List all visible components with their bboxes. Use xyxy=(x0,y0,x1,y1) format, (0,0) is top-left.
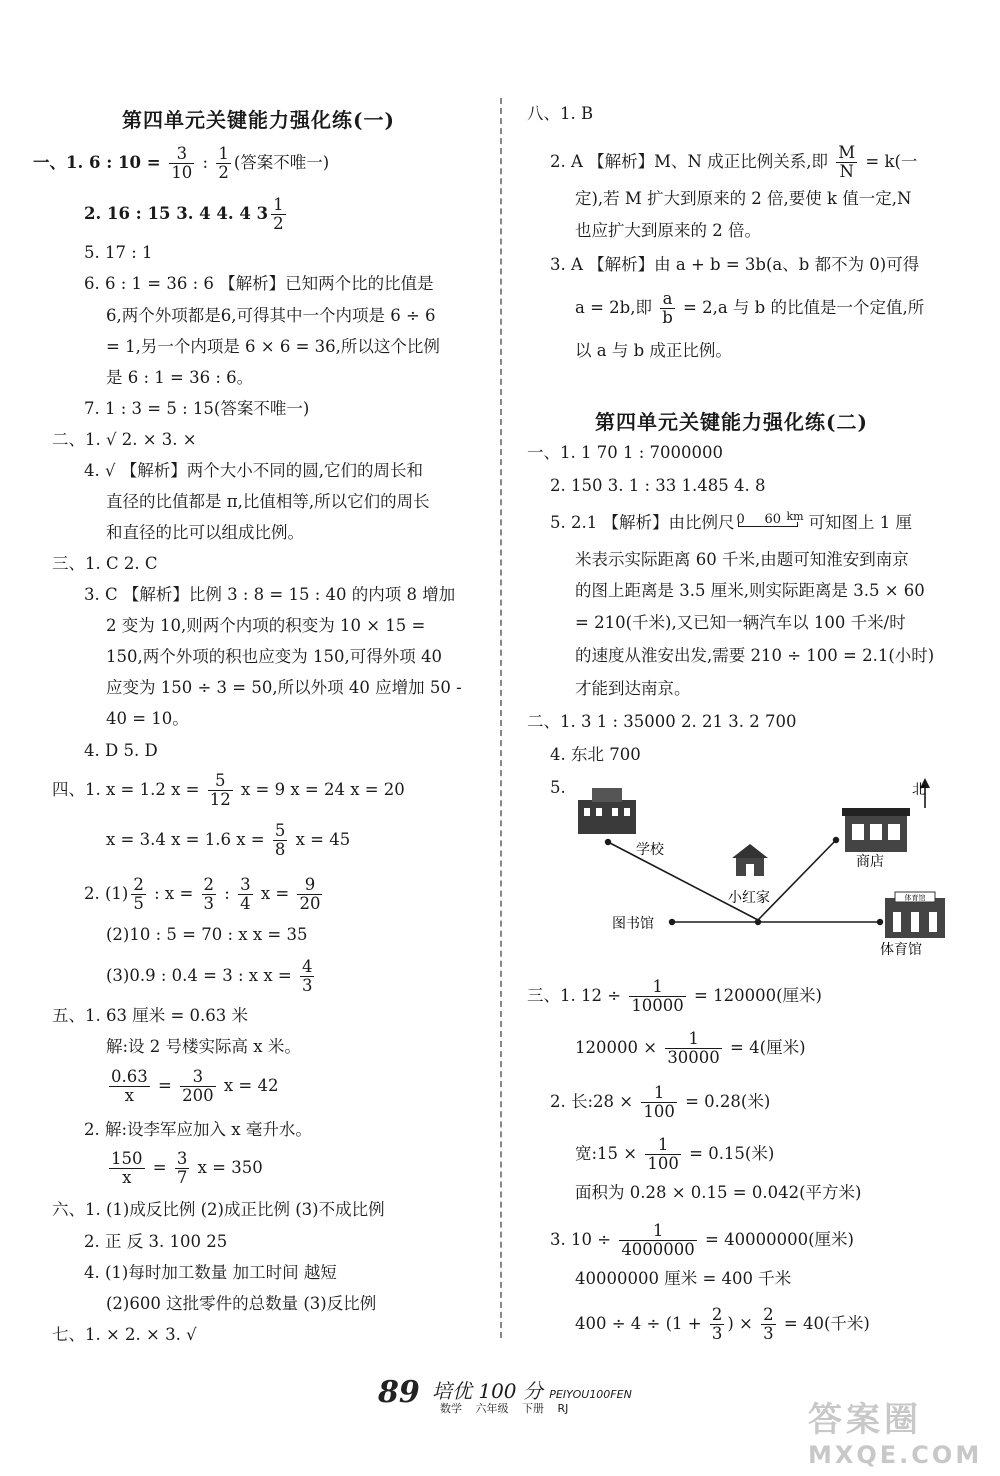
gym-point xyxy=(877,919,883,925)
shop-label: 商店 xyxy=(856,854,884,870)
answer-line: 一、1. 6 : 10 = $\frac{3}{10}$ : $\frac{1}{2}$ (答案不唯一) xyxy=(33,144,330,182)
library-label: 图书馆 xyxy=(612,916,654,932)
home-point xyxy=(755,919,761,925)
answer-line: 2 变为 10,则两个内项的积变为 10 × 15 = xyxy=(106,616,426,635)
answer-line: 7. 1 : 3 = 5 : 15(答案不唯一) xyxy=(84,399,310,418)
answer-line: 3. C 【解析】比例 3 : 8 = 15 : 40 的内项 8 增加 xyxy=(84,585,456,604)
answer-line: 四、1. x = 1.2 x = $\frac{5}{12}$ x = 9 x = 24 x = 20 xyxy=(52,771,405,809)
answer-line: 40000000 厘米 = 400 千米 xyxy=(575,1269,792,1288)
gym-sign-text: 体育馆 xyxy=(904,894,926,902)
answer-line: 才能到达南京。 xyxy=(575,679,691,698)
section-heading-1: 第四单元关键能力强化练(一) xyxy=(122,108,395,132)
answer-line: 2. 长:28 × $\frac{1}{100}$ = 0.28(米) xyxy=(550,1083,771,1121)
answer-line: 5. 2.1 【解析】由比例尺 0 60 km 可知图上 1 厘 xyxy=(550,512,912,535)
answer-line: x = 3.4 x = 1.6 x = $\frac{5}{8}$ x = 45 xyxy=(106,821,351,859)
book-subtitle: 数学 六年级 下册 RJ xyxy=(440,1402,569,1415)
answer-line: 六、1. (1)成反比例 (2)成正比例 (3)不成比例 xyxy=(52,1200,385,1219)
answer-line: 二、1. √ 2. × 3. × xyxy=(52,430,197,449)
answer-line: 和直径的比可以组成比例。 xyxy=(106,523,304,542)
school-label: 学校 xyxy=(636,842,664,858)
answer-line: 也应扩大到原来的 2 倍。 xyxy=(575,221,761,240)
answer-line: 定),若 M 扩大到原来的 2 倍,要使 k 值一定,N xyxy=(575,189,912,208)
answer-line: 6. 6 : 1 = 36 : 6 【解析】已知两个比的比值是 xyxy=(84,274,434,293)
home-label: 小红家 xyxy=(728,890,770,906)
gym-label: 体育馆 xyxy=(880,942,922,958)
answer-line: 以 a 与 b 成正比例。 xyxy=(575,341,732,360)
gym-building-icon xyxy=(885,892,945,938)
answer-line: 五、1. 63 厘米 = 0.63 米 xyxy=(52,1006,249,1025)
answer-line: $\frac{0.63}{x}$ = $\frac{3}{200}$ x = 42 xyxy=(111,1067,279,1105)
answer-line: 宽:15 × $\frac{1}{100}$ = 0.15(米) xyxy=(575,1135,775,1173)
answer-line: 八、1. B xyxy=(527,104,594,123)
answer-line: 6,两个外项都是6,可得其中一个内项是 6 ÷ 6 xyxy=(106,306,436,325)
answer-line: a = 2b,即 $\frac{a}{b}$ = 2,a 与 b 的比值是一个定值,所 xyxy=(575,289,925,327)
answer-line: 2. 150 3. 1 : 33 1.485 4. 8 xyxy=(550,476,766,495)
north-label: 北 xyxy=(912,782,926,798)
answer-line: 4. D 5. D xyxy=(84,741,158,760)
answer-line: 120000 × $\frac{1}{30000}$ = 4(厘米) xyxy=(575,1029,806,1067)
answer-line: = 1,另一个内项是 6 × 6 = 36,所以这个比例 xyxy=(106,337,440,356)
answer-line: (3)0.9 : 0.4 = 3 : x x = $\frac{4}{3}$ xyxy=(106,957,313,995)
route-school xyxy=(608,842,758,920)
section-heading-2: 第四单元关键能力强化练(二) xyxy=(595,410,868,434)
answer-line: 3. A 【解析】由 a + b = 3b(a、b 都不为 0)可得 xyxy=(550,255,920,274)
answer-line: 是 6 : 1 = 36 : 6。 xyxy=(106,368,254,387)
direction-map xyxy=(560,770,980,970)
answer-line: 三、1. C 2. C xyxy=(52,554,158,573)
answer-line: 二、1. 3 1 : 35000 2. 21 3. 2 700 xyxy=(527,712,797,731)
library-point xyxy=(669,919,675,925)
answer-line: 一、1. 1 70 1 : 7000000 xyxy=(527,443,724,462)
answer-line: 5. xyxy=(550,778,566,797)
answer-line: 40 = 10。 xyxy=(106,709,189,728)
answer-line: 米表示实际距离 60 千米,由题可知淮安到南京 xyxy=(575,550,909,569)
answer-line: 4. 东北 700 xyxy=(550,745,641,764)
brand-name: 培优 100 分 PEIYOU100FEN xyxy=(432,1379,632,1403)
school-point xyxy=(605,839,611,845)
answer-line: 400 ÷ 4 ÷ (1 + $\frac{2}{3}$ ) × $\frac{2}{3}$ = 40(千米) xyxy=(575,1305,870,1343)
answer-line: 2. A 【解析】M、N 成正比例关系,即 $\frac{M}{N}$ = k(一 xyxy=(550,143,918,181)
answer-line: 2. 解:设李军应加入 x 毫升水。 xyxy=(84,1120,312,1139)
answer-line: 三、1. 12 ÷ $\frac{1}{10000}$ = 120000(厘米) xyxy=(527,977,822,1015)
home-building-icon xyxy=(732,844,768,876)
answer-line: 4. √ 【解析】两个大小不同的圆,它们的周长和 xyxy=(84,461,423,480)
answer-line: = 210(千米),又已知一辆汽车以 100 千米/时 xyxy=(575,613,906,632)
school-building-icon xyxy=(578,788,636,834)
answer-line: 5. 17 : 1 xyxy=(84,243,153,262)
watermark: 答案圈 MXQE.COM xyxy=(808,1400,983,1469)
answer-line: 直径的比值都是 π,比值相等,所以它们的周长 xyxy=(106,492,430,511)
route-shop xyxy=(758,840,836,920)
answer-line: $\frac{150}{x}$ = $\frac{3}{7}$ x = 350 xyxy=(111,1149,263,1187)
column-divider xyxy=(500,98,502,1338)
shop-building-icon xyxy=(842,808,910,852)
answer-line: 3. 10 ÷ $\frac{1}{4000000}$ = 40000000(厘米) xyxy=(550,1221,854,1259)
answer-line: 解:设 2 号楼实际高 x 米。 xyxy=(106,1037,301,1056)
answer-line: 应变为 150 ÷ 3 = 50,所以外项 40 应增加 50 - xyxy=(106,678,462,697)
answer-line: 4. (1)每时加工数量 加工时间 越短 xyxy=(84,1263,337,1282)
answer-line: 2. 16 : 15 3. 4 4. 4 3 $\frac{1}{2}$ xyxy=(84,195,284,233)
answer-line: 150,两个外项的积也应变为 150,可得外项 40 xyxy=(106,647,442,666)
answer-line: (2)600 这批零件的总数量 (3)反比例 xyxy=(106,1294,377,1313)
answer-line: 2. 正 反 3. 100 25 xyxy=(84,1232,228,1251)
answer-line: 的速度从淮安出发,需要 210 ÷ 100 = 2.1(小时) xyxy=(575,646,935,665)
answer-line: 2. (1) $\frac{2}{5}$ : x = $\frac{2}{3}$ : $\frac{3}{4}$ x = $\frac{9}{20}$ xyxy=(84,875,321,913)
answer-line: 七、1. × 2. × 3. √ xyxy=(52,1325,197,1344)
shop-point xyxy=(833,837,839,843)
answer-line: (2)10 : 5 = 70 : x x = 35 xyxy=(106,925,308,944)
scale-bar: 0 60 km xyxy=(736,509,804,527)
page-number: 89 xyxy=(378,1375,420,1410)
answer-line: 的图上距离是 3.5 厘米,则实际距离是 3.5 × 60 xyxy=(575,581,925,600)
answer-line: 面积为 0.28 × 0.15 = 0.042(平方米) xyxy=(575,1183,862,1202)
